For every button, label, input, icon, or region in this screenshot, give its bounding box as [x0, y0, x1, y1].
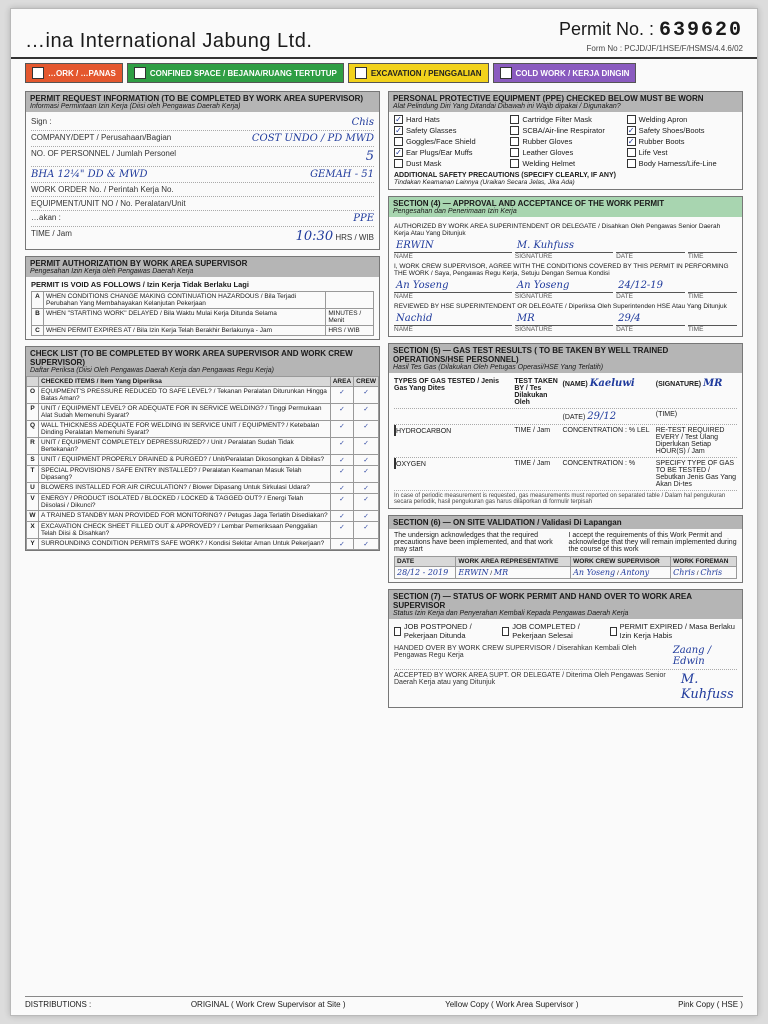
tester-name[interactable]: Kaeluwi [589, 378, 635, 389]
gas-type[interactable] [394, 460, 511, 488]
ppe-checkbox[interactable]: ✓ [395, 115, 402, 124]
col-checked-items: CHECKED ITEMS / Item Yang Diperiksa [39, 377, 331, 387]
checklist-area-check[interactable]: ✓ [330, 421, 353, 438]
approval-name[interactable]: ERWIN [394, 239, 512, 253]
ppe-item[interactable] [394, 137, 504, 146]
checklist-item-text: UNIT / EQUIPMENT LEVEL? OR ADEQUATE FOR IN SERVICE WELDING? / Tinggi Permukaan Alat Sudah Memenuhi Syarat? [39, 404, 331, 421]
gas-retest: RE-TEST REQUIRED EVERY / Test Ulang Diperlukan Setiap HOUR(S) / Jam [655, 427, 725, 455]
ppe-checkbox[interactable] [627, 148, 636, 157]
ppe-label: Cartridge Filter Mask [522, 115, 592, 124]
additional-precautions-subtitle: Tindakan Keamanan Lainnya (Uraikan Secara Jelas, Jika Ada) [394, 179, 575, 186]
equipment-label: EQUIPMENT/UNIT NO / No. Peralatan/Unit [31, 199, 186, 208]
ppe-label: Welding Helmet [522, 159, 576, 168]
ppe-checkbox[interactable]: ✓ [627, 137, 635, 146]
ppe-checkbox[interactable] [627, 159, 636, 168]
status-label: JOB POSTPONED / Pekerjaan Ditunda [403, 622, 472, 640]
void-condition-row [32, 326, 374, 336]
checklist-crew-check[interactable]: ✓ [354, 539, 379, 550]
checklist-row [27, 421, 379, 438]
approval-time[interactable] [688, 279, 737, 293]
void-conditions-table [31, 291, 374, 336]
checklist-section [25, 346, 380, 551]
checklist-key: W [27, 511, 39, 522]
checklist-item-text: ENERGY / PRODUCT ISOLATED / BLOCKED / LOCKED & TAGGED OUT? / Energi Telah Diisolasi / Dikunci? [39, 494, 331, 511]
checklist-item-text: EQUIPMENT'S PRESSURE REDUCED TO SAFE LEVEL? / Tekanan Peralatan Diturunkan Hingga Batas Aman? [39, 387, 331, 404]
gas-retest: SPECIFY TYPE OF GAS TO BE TESTED / Sebutkan Jenis Gas Yang Akan Di-tes [655, 460, 737, 488]
crew-sup-name[interactable]: An Yoseng [573, 568, 616, 577]
void-condition-key: B [32, 309, 44, 326]
gas-note: In case of periodic measurement is requested, gas measurements must reported on separated table / Dalam hal pengukuran secara periodik, hasil pengukuran gas harus dilaporkan di formulir terpisah [394, 493, 726, 505]
request-title: PERMIT REQUEST INFORMATION (TO BE COMPLETED BY WORK AREA SUPERVISOR) [30, 94, 364, 103]
checklist-row [27, 466, 379, 483]
gas-type[interactable] [394, 427, 511, 455]
void-condition-row [32, 292, 374, 309]
company-label: COMPANY/DEPT / Perusahaan/Bagian [31, 133, 172, 142]
location-extra[interactable]: GEMAH - 51 [310, 169, 374, 180]
col-tester-date: (DATE) [562, 414, 586, 421]
void-condition-unit: HRS / WIB [326, 326, 374, 336]
time-field[interactable]: 10:30 [295, 229, 334, 244]
approval-caption: SIGNATURE [514, 293, 553, 300]
onsite-title: ON SITE VALIDATION / Validasi Di Lapangan [453, 518, 622, 527]
void-condition-text: WHEN CONDITIONS CHANGE MAKING CONTINUATION HAZARDOUS / Bila Terjadi Perubahan Yang Membahayakan Kelanjutan Pekerjaan [44, 292, 326, 309]
status-subtitle: Status Izin Kerja dan Penyerahan Kembali Kepada Pengawas Daerah Kerja [393, 610, 629, 617]
checklist-area-check[interactable]: ✓ [330, 511, 353, 522]
ppe-label: Rubber Boots [638, 137, 685, 146]
ppe-checkbox[interactable] [394, 137, 403, 146]
ppe-item[interactable] [627, 159, 737, 168]
tools-field[interactable]: PPE [353, 213, 374, 224]
void-condition-text: WHEN PERMIT EXPIRES AT / Bila Izin Kerja Telah Berakhir Berlakunya - Jam [44, 326, 326, 336]
ppe-item[interactable] [627, 115, 737, 124]
checklist-key: O [27, 387, 39, 404]
area-rep-name[interactable]: ERWIN [458, 568, 489, 577]
section6-title: SECTION (6) [393, 518, 441, 527]
permit-type-label: EXCAVATION / PENGGALIAN [370, 68, 482, 78]
void-title: PERMIT IS VOID AS FOLLOWS / Izin Kerja Tidak Berlaku Lagi [31, 280, 249, 289]
approval-signature-row [394, 279, 737, 293]
handover-label: HANDED OVER BY WORK CREW SUPERVISOR / Diserahkan Kembali Oleh Pengawas Regu Kerja [394, 645, 637, 659]
section-7: SECTION (7) — STATUS OF WORK PERMIT AND HAND OVER TO WORK AREA SUPERVISOR Status Izin Kerja dan Penyerahan Kembali Kepada Pengawas Daerah Kerja JOB POSTPONED / Pekerjaan Ditunda JOB COMPLETED / Pekerjaan Selesai PERMIT EXPIRED / Masa Berlaku Izin Kerja Habis HANDED OVER BY WORK CREW SUPERVISOR / Diserahkan Kembali Oleh Pengawas Regu Kerja Zaang / Edwin ACCEPTED BY WORK AREA SUPT. OR DELEGATE / Diterima Oleh Pengawas Senior Daerah Kerja atau yang Ditunjuk M. Kuhfuss [388, 589, 743, 708]
checklist-item-text: BLOWERS INSTALLED FOR AIR CIRCULATION? / Blower Dipasang Untuk Sirkulasi Udara? [39, 483, 331, 494]
status-option[interactable] [502, 622, 601, 640]
col-tester-name: (NAME) [562, 381, 588, 388]
ppe-checkbox[interactable] [510, 137, 519, 146]
ppe-checkbox[interactable] [510, 148, 519, 157]
checklist-area-check[interactable]: ✓ [330, 522, 353, 539]
original-copy: ORIGINAL ( Work Crew Supervisor at Site ) [190, 1000, 346, 1009]
checklist-key: V [27, 494, 39, 511]
ppe-label: Safety Glasses [406, 126, 457, 135]
col-test-by: TEST TAKEN BY / Tes Dilakukan Oleh [514, 378, 558, 406]
section7-title: SECTION (7) [393, 592, 441, 601]
ppe-label: Welding Apron [638, 115, 688, 124]
permit-type-label: …ORK / …PANAS [48, 68, 116, 78]
left-column [25, 91, 380, 714]
additional-precautions-title: ADDITIONAL SAFETY PRECAUTIONS (SPECIFY CLEARLY, IF ANY) [394, 172, 616, 179]
ppe-label: Dust Mask [406, 159, 442, 168]
status-checkbox[interactable] [394, 627, 401, 636]
permit-type-checkbox[interactable] [134, 67, 146, 79]
sign-label: Sign : [31, 117, 52, 126]
approval-text: REVIEWED BY HSE SUPERINTENDENT OR DELEGATE / Diperiksa Oleh Superintenden HSE Atau Yang Ditunjuk [394, 303, 727, 310]
ppe-label: Ear Plugs/Ear Muffs [406, 148, 473, 157]
status-label: JOB COMPLETED / Pekerjaan Selesai [512, 622, 580, 640]
checklist-item-text: A TRAINED STANDBY MAN PROVIDED FOR MONITORING? / Petugas Jaga Terlatih Disediakan? [39, 511, 331, 522]
permit-type-option[interactable] [493, 63, 637, 83]
checklist-key: T [27, 466, 39, 483]
tools-label: …akan : [31, 213, 61, 222]
col-tester-time: (TIME) [655, 411, 678, 418]
col-area: AREA [330, 377, 353, 387]
approval-caption: NAME [394, 253, 413, 260]
approval-captions [394, 253, 737, 260]
col-foreman: WORK FOREMAN [671, 557, 737, 567]
approval-signature[interactable]: M. Kuhfuss [515, 239, 613, 253]
permit-type-label: CONFINED SPACE / BEJANA/RUANG TERTUTUP [149, 68, 337, 78]
onsite-left-text: The undersign acknowledges that the required precautions have been implemented, and that work may start [394, 532, 553, 553]
approval-date[interactable]: 24/12-19 [616, 279, 685, 293]
checklist-area-check[interactable]: ✓ [330, 455, 353, 466]
approval-signature-row [394, 312, 737, 326]
checklist-key: X [27, 522, 39, 539]
approval-caption: SIGNATURE [514, 326, 553, 333]
request-subtitle: Informasi Permintaan Izin Kerja (Diisi oleh Pengawas Daerah Kerja) [30, 103, 241, 110]
ppe-checkbox[interactable] [510, 159, 519, 168]
gas-title: GAS TEST RESULTS ( TO BE TAKEN BY WELL TRAINED OPERATIONS/HSE PERSONNEL) [393, 346, 669, 364]
checklist-item-text: UNIT / EQUIPMENT COMPLETELY DEPRESSURIZED? / Unit / Peralatan Sudah Tidak Bertekanan? [39, 438, 331, 455]
permit-type-selector [11, 59, 757, 87]
ppe-item[interactable] [627, 126, 737, 135]
ppe-item[interactable] [510, 137, 620, 146]
checklist-area-check[interactable]: ✓ [330, 483, 353, 494]
checklist-table [26, 376, 379, 550]
distribution-footer [25, 996, 743, 1009]
void-condition-key: C [32, 326, 44, 336]
status-title: STATUS OF WORK PERMIT AND HAND OVER TO WORK AREA SUPERVISOR [393, 592, 692, 610]
checklist-row [27, 494, 379, 511]
approval-date[interactable]: 29/4 [616, 312, 685, 326]
company-name: …ina International Jabung Ltd. [25, 30, 313, 52]
checklist-area-check[interactable]: ✓ [330, 539, 353, 550]
permit-number-block [559, 19, 743, 53]
section4-title: SECTION (4) [393, 199, 441, 208]
void-condition-unit [326, 292, 374, 309]
col-tester-signature: (SIGNATURE) [655, 381, 702, 388]
status-option[interactable] [394, 622, 494, 640]
checklist-crew-check[interactable]: ✓ [354, 483, 379, 494]
checklist-key: R [27, 438, 39, 455]
approval-name[interactable]: Nachid [394, 312, 512, 326]
approval-caption: SIGNATURE [514, 253, 553, 260]
right-column [388, 91, 743, 714]
ppe-checkbox[interactable] [510, 126, 519, 135]
approval-caption: TIME [687, 326, 704, 333]
status-label: PERMIT EXPIRED / Masa Berlaku Izin Kerja Habis [619, 622, 735, 640]
checklist-row [27, 511, 379, 522]
checklist-area-check[interactable]: ✓ [330, 494, 353, 511]
checklist-item-text: EXCAVATION CHECK SHEET FILLED OUT & APPROVED? / Lembar Pemeriksaan Penggalian Telah Diisi & Disahkan? [39, 522, 331, 539]
ppe-label: Body Harness/Life-Line [638, 159, 717, 168]
void-condition-key: A [32, 292, 44, 309]
approval-signature[interactable]: An Yoseng [515, 279, 613, 293]
col-area-rep: WORK AREA REPRESENTATIVE [456, 557, 571, 567]
checklist-crew-check[interactable]: ✓ [354, 387, 379, 404]
permit-type-option[interactable] [348, 63, 489, 83]
yellow-copy: Yellow Copy ( Work Area Supervisor ) [445, 1000, 579, 1009]
checklist-row [27, 539, 379, 550]
ppe-label: SCBA/Air-line Respirator [522, 126, 605, 135]
checklist-area-check[interactable]: ✓ [330, 466, 353, 483]
status-checkbox[interactable] [610, 627, 617, 636]
approval-time[interactable] [688, 312, 737, 326]
pink-copy: Pink Copy ( HSE ) [678, 1000, 743, 1009]
checklist-crew-check[interactable]: ✓ [354, 494, 379, 511]
void-condition-unit: MINUTES / Menit [326, 309, 374, 326]
checklist-row [27, 483, 379, 494]
accepted-label: ACCEPTED BY WORK AREA SUPT. OR DELEGATE / Diterima Oleh Pengawas Senior Daerah Kerja atau yang Ditunjuk [394, 672, 666, 686]
location-field[interactable]: BHA 12¼" DD & MWD [31, 169, 148, 180]
approval-signature[interactable]: MR [515, 312, 613, 326]
col-crew: CREW [354, 377, 379, 387]
accepted-signature[interactable]: M. Kuhfuss [680, 672, 734, 702]
personnel-label: NO. OF PERSONNEL / Jumlah Personel [31, 149, 177, 158]
permit-type-checkbox[interactable] [500, 67, 512, 79]
gas-type-label: OXYGEN [396, 461, 426, 468]
foreman-name[interactable]: Chris [673, 568, 695, 577]
permit-type-option[interactable] [127, 63, 344, 83]
void-condition-text: WHEN "STARTING WORK" DELAYED / Bila Waktu Mulai Kerja Ditunda Selama [44, 309, 326, 326]
ppe-item[interactable] [394, 126, 504, 135]
sign-value[interactable]: Chis [351, 117, 374, 128]
foreman-signature[interactable]: Chris [700, 568, 723, 577]
authorization-section [25, 256, 380, 340]
checklist-row [27, 404, 379, 421]
handover-signature[interactable]: Zaang / Edwin [672, 645, 712, 667]
gas-time-label: TIME / Jam [514, 427, 551, 434]
ppe-checkbox[interactable] [510, 115, 519, 124]
onsite-table: DATE WORK AREA REPRESENTATIVE WORK CREW SUPERVISOR WORK FOREMAN 28/12 - 2019 ERWIN / MR An Yoseng / Antony Chris / Chris [394, 556, 737, 579]
approval-caption: DATE [616, 253, 633, 260]
distributions-label: DISTRIBUTIONS : [25, 1000, 92, 1009]
checklist-crew-check[interactable]: ✓ [354, 404, 379, 421]
gas-concentration: CONCENTRATION : % LEL [562, 427, 650, 434]
approval-captions [394, 326, 737, 333]
checklist-key: P [27, 404, 39, 421]
checklist-key: Q [27, 421, 39, 438]
approval-caption: DATE [616, 326, 633, 333]
section5-title: SECTION (5) [393, 346, 441, 355]
checklist-crew-check[interactable]: ✓ [354, 438, 379, 455]
section-5: SECTION (5) — GAS TEST RESULTS ( TO BE TAKEN BY WELL TRAINED OPERATIONS/HSE PERSONNEL) Hasil Tes Gas (Dilakukan Oleh Petugas Operasi/HSE Yang Terlatih) TYPES OF GAS TESTED / Jenis Gas Yang Dites TEST TAKEN BY / Tes Dilakukan Oleh (NAME) Kaeluwi (SIGNATURE) MR (DATE) 29/12 (TIME) HYDROCARBON TIME / Jam CONCENTRATION : % LEL RE-TEST REQUIRED EVERY / Test Ulang Diperlukan Setiap HOUR(S) / Jam OXYGEN TIME / Jam CONCENTRATION : % SPECIFY TYPE OF GAS TO BE TESTED / Sebutkan Jenis Gas Yang Akan Di-tes In case of periodic measurement is requested, gas measurements must reported on separated table / Dalam hal pengukuran secara periodik, hasil pengukuran gas harus dilaporkan di formulir terpisah [388, 343, 743, 509]
approval-signature-row [394, 239, 737, 253]
gas-subtitle: Hasil Tes Gas (Dilakukan Oleh Petugas Operasi/HSE Yang Terlatih) [393, 364, 604, 371]
authorization-title: PERMIT AUTHORIZATION BY WORK AREA SUPERVISOR [30, 259, 248, 268]
approval-captions [394, 293, 737, 300]
permit-sheet [10, 8, 758, 1016]
checklist-key: S [27, 455, 39, 466]
permit-type-checkbox[interactable] [355, 67, 367, 79]
gas-time-label: TIME / Jam [514, 460, 551, 467]
onsite-date[interactable]: 28/12 - 2019 [395, 567, 456, 579]
checklist-subtitle: Daftar Periksa (Diisi Oleh Pengawas Daerah Kerja dan Pengawas Regu Kerja) [30, 367, 274, 374]
checklist-area-check[interactable]: ✓ [330, 404, 353, 421]
checklist-item-text: SPECIAL PROVISIONS / SAFE ENTRY INSTALLED? / Peralatan Keamanan Masuk Telah Dipasang? [39, 466, 331, 483]
checklist-row [27, 387, 379, 404]
void-condition-row [32, 309, 374, 326]
approval-caption: DATE [616, 293, 633, 300]
ppe-item[interactable] [510, 126, 620, 135]
ppe-item[interactable] [510, 115, 620, 124]
work-order-label: WORK ORDER No. / Perintah Kerja No. [31, 185, 174, 194]
approval-caption: TIME [687, 253, 704, 260]
approval-caption: NAME [394, 293, 413, 300]
approval-text: I, WORK CREW SUPERVISOR, AGREE WITH THE CONDITIONS COVERED BY THIS PERMIT IN PERFORMING THE WORK / Saya, Pengawas Regu Kerja, Setuju Dengan Semua Kondisi [394, 263, 729, 277]
ppe-item[interactable] [627, 137, 737, 146]
ppe-checkbox[interactable] [627, 115, 636, 124]
approval-date[interactable] [616, 239, 685, 253]
onsite-right-text: I accept the requirements of this Work Permit and acknowledge that they will remain implemented during the course of this work [568, 532, 737, 553]
authorization-subtitle: Pengesahan Izin Kerja oleh Pengawas Daerah Kerja [30, 268, 194, 275]
approval-time[interactable] [688, 239, 737, 253]
ppe-item[interactable] [627, 148, 737, 157]
ppe-item[interactable] [394, 115, 504, 124]
gas-test-row [394, 425, 737, 458]
ppe-item[interactable] [394, 148, 504, 157]
ppe-label: Goggles/Face Shield [406, 137, 476, 146]
checklist-crew-check[interactable]: ✓ [354, 522, 379, 539]
checklist-row [27, 522, 379, 539]
ppe-label: Leather Gloves [522, 148, 574, 157]
checklist-row [27, 455, 379, 466]
checklist-item-text: WALL THICKNESS ADEQUATE FOR WELDING IN SERVICE UNIT / EQUIPMENT? / Ketebalan Dinding Peralatan Memenuhi Syarat? [39, 421, 331, 438]
checklist-item-text: UNIT / EQUIPMENT PROPERLY DRAINED & PURGED? / Unit/Peralatan Dikosongkan & Dibilas? [39, 455, 331, 466]
approval-subtitle: Pengesahan dan Penerimaan Izin Kerja [393, 208, 517, 215]
checklist-crew-check[interactable]: ✓ [354, 511, 379, 522]
gas-type-label: HYDROCARBON [396, 428, 452, 435]
ppe-section [388, 91, 743, 190]
ppe-label: Rubber Gloves [522, 137, 573, 146]
status-option[interactable] [610, 622, 737, 640]
form-number: Form No : PCJD/JF/1HSE/F/HSMS/4.4.6/02 [586, 44, 743, 53]
tester-date[interactable]: 29/12 [587, 411, 617, 422]
checklist-area-check[interactable]: ✓ [330, 438, 353, 455]
checklist-crew-check[interactable]: ✓ [354, 421, 379, 438]
time-label: TIME / Jam [31, 229, 72, 238]
ppe-grid [394, 115, 737, 168]
permit-type-checkbox[interactable] [32, 67, 44, 79]
checklist-row [27, 438, 379, 455]
checklist-key: U [27, 483, 39, 494]
crew-sup-signature[interactable]: Antony [620, 568, 650, 577]
col-crew-sup: WORK CREW SUPERVISOR [571, 557, 671, 567]
ppe-checkbox[interactable]: ✓ [395, 126, 402, 135]
permit-type-label: COLD WORK / KERJA DINGIN [515, 68, 630, 78]
ppe-label: Safety Shoes/Boots [638, 126, 705, 135]
approval-name[interactable]: An Yoseng [394, 279, 512, 293]
ppe-title: PERSONAL PROTECTIVE EQUIPMENT (PPE) CHECKED BELOW MUST BE WORN [393, 94, 704, 103]
permit-number-value: 639620 [658, 19, 743, 42]
header [11, 9, 757, 59]
ppe-checkbox[interactable]: ✓ [395, 148, 402, 157]
checklist-title: CHECK LIST (TO BE COMPLETED BY WORK AREA SUPERVISOR AND WORK CREW SUPERVISOR) [30, 349, 353, 367]
ppe-item[interactable] [394, 159, 504, 168]
area-rep-signature[interactable]: MR [493, 568, 509, 577]
checklist-item-text: SURROUNDING CONDITION PERMITS SAFE WORK? / Kondisi Sekitar Aman Untuk Pekerjaan? [39, 539, 331, 550]
approval-caption: NAME [394, 326, 413, 333]
ppe-subtitle: Alat Pelindung Diri Yang Ditandai Dibawah ini Wajib dipakai / Digunakan? [393, 103, 621, 110]
gas-test-row [394, 458, 737, 491]
gas-concentration: CONCENTRATION : % [562, 460, 636, 467]
permit-request-section [25, 91, 380, 250]
approval-caption: TIME [687, 293, 704, 300]
checklist-area-check[interactable]: ✓ [330, 387, 353, 404]
approval-text: AUTHORIZED BY WORK AREA SUPERINTENDENT OR DELEGATE / Disahkan Oleh Pengawas Senior Daerah Kerja Atau Yang Ditunjuk [394, 223, 721, 237]
personnel-field[interactable]: 5 [365, 149, 374, 164]
permit-type-option[interactable] [25, 63, 123, 83]
ppe-item[interactable] [510, 148, 620, 157]
ppe-item[interactable] [510, 159, 620, 168]
col-date: DATE [395, 557, 456, 567]
ppe-checkbox[interactable]: ✓ [627, 126, 635, 135]
tester-signature[interactable]: MR [703, 378, 723, 389]
status-checkbox[interactable] [502, 627, 509, 636]
hrs-label: HRS / WIB [335, 233, 374, 242]
ppe-checkbox[interactable] [394, 159, 403, 168]
ppe-label: Hard Hats [406, 115, 440, 124]
ppe-label: Life Vest [638, 148, 668, 157]
checklist-key: Y [27, 539, 39, 550]
company-field[interactable]: COST UNDO / PD MWD [251, 133, 374, 144]
checklist-crew-check[interactable]: ✓ [354, 455, 379, 466]
checklist-crew-check[interactable]: ✓ [354, 466, 379, 483]
section-6: SECTION (6) — ON SITE VALIDATION / Validasi Di Lapangan The undersign acknowledges that the required precautions have been implemented, and that work may start I accept the requirements of this Work Permit and acknowledge that they will remain implemented during the course of this work DATE WORK AREA REPRESENTATIVE WORK CREW SUPERVISOR WORK FOREMAN 28/12 - 2019 ERWIN / MR An Yoseng / Antony Chris / Chris [388, 515, 743, 583]
approval-title: APPROVAL AND ACCEPTANCE OF THE WORK PERMIT [452, 199, 665, 208]
section-4: SECTION (4) — APPROVAL AND ACCEPTANCE OF THE WORK PERMIT Pengesahan dan Penerimaan Izin Kerja AUTHORIZED BY WORK AREA SUPERINTENDENT OR DELEGATE / Disahkan Oleh Pengawas Senior Daerah Kerja Atau Yang Ditunjuk ERWIN M. Kuhfuss NAME SIGNATURE DATE TIME I, WORK CREW SUPERVISOR, AGREE WITH THE CONDITIONS COVERED BY THIS PERMIT IN PERFORMING THE WORK / Saya, Pengawas Regu Kerja, Setuju Dengan Semua Kondisi An Yoseng An Yoseng 24/12-19 NAME SIGNATURE DATE TIME REVIEWED BY HSE SUPERINTENDENT OR DELEGATE / Diperiksa Oleh Superintenden HSE Atau Yang Ditunjuk Nachid MR 29/4 NAME SIGNATURE DATE TIME [388, 196, 743, 337]
col-gas-type: TYPES OF GAS TESTED / Jenis Gas Yang Dites [394, 378, 500, 392]
permit-number: Permit No. : 639620 [558, 19, 743, 42]
